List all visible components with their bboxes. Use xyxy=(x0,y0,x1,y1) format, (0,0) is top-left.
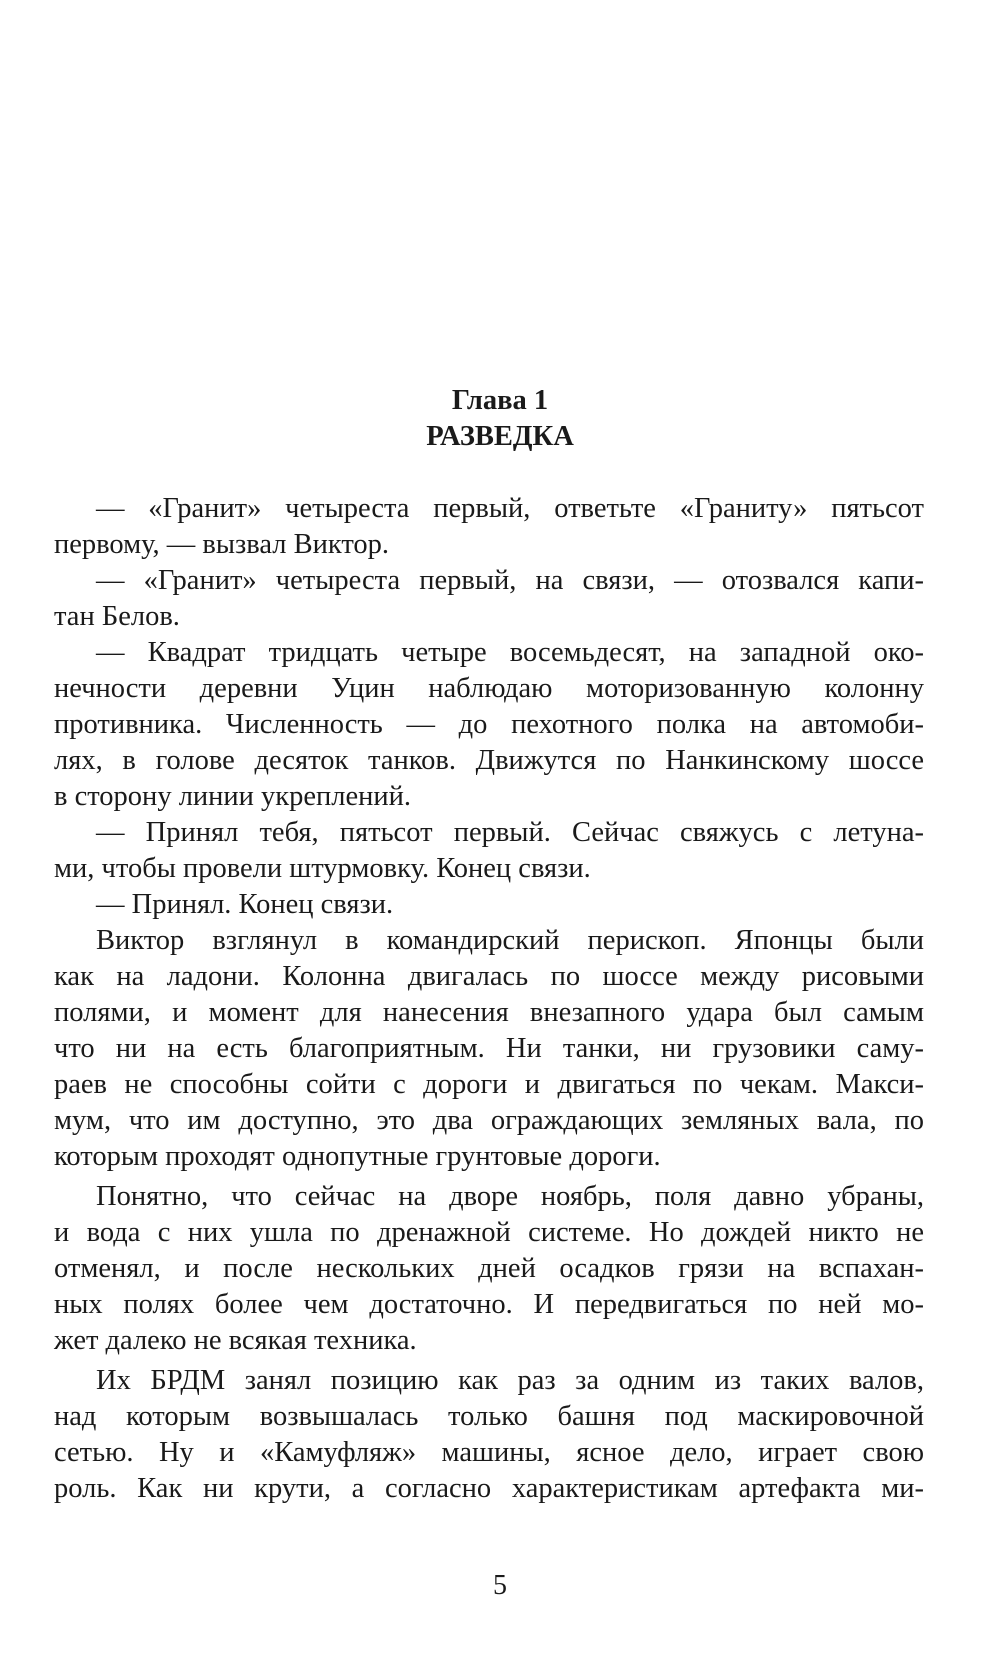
text-line: — Квадрат тридцать четыре восемьдесят, на западной око- xyxy=(96,637,924,668)
text-line: первому, — вызвал Виктор. xyxy=(54,529,390,560)
text-line: и вода с них ушла по дренажной системе. Но дождей никто не xyxy=(54,1217,924,1248)
text-line: жет далеко не всякая техника. xyxy=(54,1325,417,1356)
text-line: — «Гранит» четыреста первый, ответьте «Граниту» пятьсот xyxy=(96,493,924,524)
text-line: Понятно, что сейчас на дворе ноябрь, поля давно убраны, xyxy=(96,1181,924,1212)
text-line: противника. Численность — до пехотного полка на автомоби- xyxy=(54,709,924,740)
text-line: роль. Как ни крути, а согласно характеристикам артефакта ми- xyxy=(54,1473,924,1504)
text-line: лях, в голове десяток танков. Движутся по Нанкинскому шоссе xyxy=(54,745,924,776)
text-line: раев не способны сойти с дороги и двигаться по чекам. Макси- xyxy=(54,1069,924,1100)
text-line: в сторону линии укреплений. xyxy=(54,781,412,812)
text-line: — «Гранит» четыреста первый, на связи, — отозвался капи- xyxy=(96,565,924,596)
text-line: Их БРДМ занял позицию как раз за одним из таких валов, xyxy=(96,1365,924,1396)
text-line: нечности деревни Уцин наблюдаю моторизованную колонну xyxy=(54,673,924,704)
text-line: которым проходят однопутные грунтовые дороги. xyxy=(54,1141,661,1172)
text-line: Виктор взглянул в командирский перископ. Японцы были xyxy=(96,925,924,956)
text-line: как на ладони. Колонна двигалась по шоссе между рисовыми xyxy=(54,961,924,992)
text-line: сетью. Ну и «Камуфляж» машины, ясное дело, играет свою xyxy=(54,1437,924,1468)
text-line: тан Белов. xyxy=(54,601,180,632)
text-line: полями, и момент для нанесения внезапного удара был самым xyxy=(54,997,924,1028)
text-line: что ни на есть благоприятным. Ни танки, ни грузовики саму- xyxy=(54,1033,924,1064)
chapter-number: Глава 1 xyxy=(451,385,549,416)
text-line: — Принял тебя, пятьсот первый. Сейчас свяжусь с летуна- xyxy=(96,817,924,848)
text-line: ми, чтобы провели штурмовку. Конец связи. xyxy=(54,853,591,884)
text-line: отменял, и после нескольких дней осадков грязи на вспахан- xyxy=(54,1253,924,1284)
text-line: над которым возвышалась только башня под маскировочной xyxy=(54,1401,924,1432)
text-line: ных полях более чем достаточно. И передвигаться по ней мо- xyxy=(54,1289,924,1320)
page-number: 5 xyxy=(493,1570,507,1601)
chapter-heading xyxy=(0,383,1000,455)
body-text xyxy=(54,491,924,1507)
text-line: — Принял. Конец связи. xyxy=(96,889,394,920)
chapter-title: РАЗВЕДКА xyxy=(426,421,574,452)
text-line: мум, что им доступно, это два ограждающих земляных вала, по xyxy=(54,1105,924,1136)
